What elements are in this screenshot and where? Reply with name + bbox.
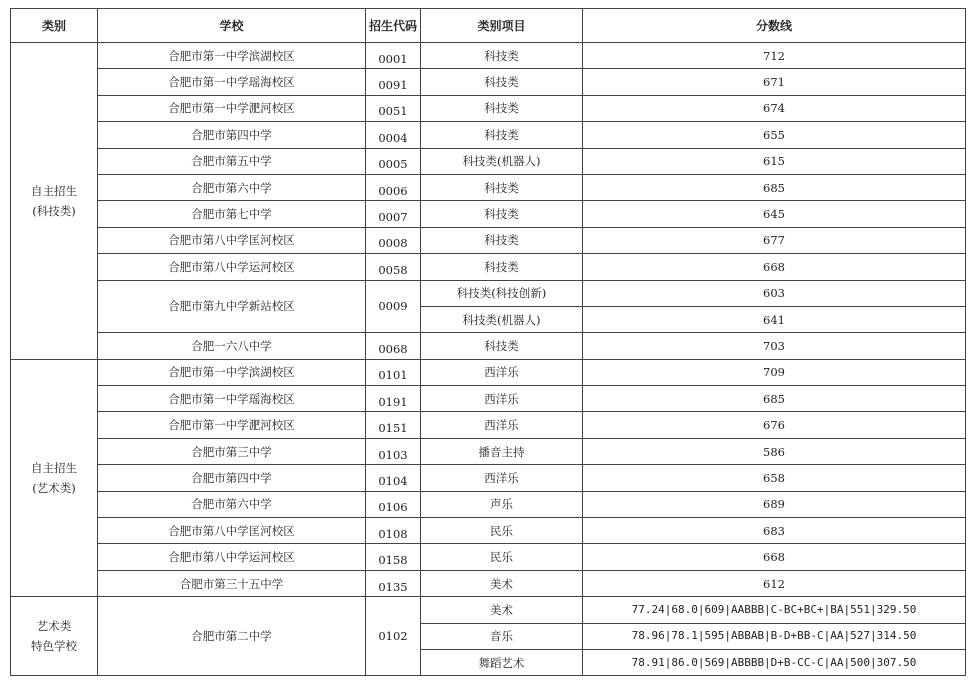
table-row	[11, 174, 966, 200]
code-cell: 0104	[366, 465, 421, 491]
code-cell: 0191	[366, 386, 421, 412]
code-cell: 0005	[366, 148, 421, 174]
code-cell: 0058	[366, 254, 421, 280]
score-cell: 78.96|78.1|595|ABBAB|B-D+BB-C|AA|527|314.50	[583, 623, 966, 649]
score-cell: 612	[583, 570, 966, 596]
table-row	[11, 412, 966, 438]
header-category: 类别	[11, 9, 98, 43]
code-cell: 0008	[366, 227, 421, 253]
category-cell	[11, 359, 98, 597]
school-cell: 合肥市第六中学	[98, 491, 366, 517]
score-cell: 668	[583, 544, 966, 570]
item-cell: 科技类	[421, 174, 583, 200]
score-cell: 658	[583, 465, 966, 491]
code-cell: 0106	[366, 491, 421, 517]
code-cell: 0051	[366, 95, 421, 121]
score-cell: 78.91|86.0|569|ABBBB|D+B-CC-C|AA|500|307.50	[583, 649, 966, 675]
score-cell: 603	[583, 280, 966, 306]
item-cell: 科技类	[421, 43, 583, 69]
code-cell: 0001	[366, 43, 421, 69]
school-cell: 合肥市第七中学	[98, 201, 366, 227]
item-cell: 西洋乐	[421, 412, 583, 438]
code-cell: 0007	[366, 201, 421, 227]
table-row	[11, 148, 966, 174]
item-cell: 民乐	[421, 544, 583, 570]
table-row	[11, 254, 966, 280]
school-cell: 合肥市第四中学	[98, 122, 366, 148]
category-label: 特色学校	[31, 639, 77, 654]
score-cell: 655	[583, 122, 966, 148]
score-cell: 668	[583, 254, 966, 280]
table-row	[11, 227, 966, 253]
admission-score-table	[10, 8, 966, 676]
item-cell: 西洋乐	[421, 359, 583, 385]
score-cell: 671	[583, 69, 966, 95]
category-label: (艺术类)	[32, 480, 76, 495]
header-code: 招生代码	[366, 9, 421, 43]
school-cell: 合肥市第一中学滨湖校区	[98, 359, 366, 385]
school-cell: 合肥市第八中学运河校区	[98, 544, 366, 570]
score-cell: 712	[583, 43, 966, 69]
code-cell: 0135	[366, 570, 421, 596]
table-row	[11, 438, 966, 464]
code-cell: 0103	[366, 438, 421, 464]
item-cell: 美术	[421, 570, 583, 596]
score-cell: 615	[583, 148, 966, 174]
score-cell: 586	[583, 438, 966, 464]
item-cell: 科技类	[421, 254, 583, 280]
score-cell: 685	[583, 174, 966, 200]
item-cell: 科技类	[421, 69, 583, 95]
item-cell: 科技类	[421, 333, 583, 359]
score-cell: 645	[583, 201, 966, 227]
item-cell: 科技类	[421, 122, 583, 148]
school-cell: 合肥市第八中学匡河校区	[98, 518, 366, 544]
table-row	[11, 280, 966, 306]
item-cell: 音乐	[421, 623, 583, 649]
item-cell: 播音主持	[421, 438, 583, 464]
score-cell: 77.24|68.0|609|AABBB|C-BC+BC+|BA|551|329.50	[583, 597, 966, 623]
category-cell	[11, 43, 98, 360]
category-cell	[11, 597, 98, 676]
code-cell: 0068	[366, 333, 421, 359]
item-cell: 科技类(科技创新)	[421, 280, 583, 306]
score-cell: 709	[583, 359, 966, 385]
table-row	[11, 333, 966, 359]
item-cell: 科技类	[421, 201, 583, 227]
category-label: 艺术类	[36, 619, 72, 634]
school-cell: 合肥市第一中学淝河校区	[98, 95, 366, 121]
school-cell: 合肥市第一中学瑶海校区	[98, 69, 366, 95]
score-cell: 703	[583, 333, 966, 359]
table-row	[11, 544, 966, 570]
school-cell: 合肥市第一中学淝河校区	[98, 412, 366, 438]
code-cell: 0108	[366, 518, 421, 544]
table-row	[11, 43, 966, 69]
code-cell: 0151	[366, 412, 421, 438]
score-cell: 641	[583, 306, 966, 332]
code-cell: 0102	[366, 597, 421, 676]
item-cell: 西洋乐	[421, 386, 583, 412]
category-label: (科技类)	[32, 203, 76, 218]
school-cell: 合肥市第四中学	[98, 465, 366, 491]
school-cell: 合肥市第一中学瑶海校区	[98, 386, 366, 412]
item-cell: 美术	[421, 597, 583, 623]
school-cell: 合肥市第八中学匡河校区	[98, 227, 366, 253]
code-cell: 0009	[366, 280, 421, 333]
header-item: 类别项目	[421, 9, 583, 43]
item-cell: 西洋乐	[421, 465, 583, 491]
item-cell: 科技类(机器人)	[421, 306, 583, 332]
table-row	[11, 597, 966, 623]
item-cell: 科技类	[421, 95, 583, 121]
code-cell: 0158	[366, 544, 421, 570]
code-cell: 0091	[366, 69, 421, 95]
table-row	[11, 122, 966, 148]
header-school: 学校	[98, 9, 366, 43]
item-cell: 科技类	[421, 227, 583, 253]
school-cell: 合肥市第二中学	[98, 597, 366, 676]
table-row	[11, 359, 966, 385]
header-score: 分数线	[583, 9, 966, 43]
item-cell: 科技类(机器人)	[421, 148, 583, 174]
school-cell: 合肥市第三中学	[98, 438, 366, 464]
code-cell: 0006	[366, 174, 421, 200]
school-cell: 合肥市第一中学滨湖校区	[98, 43, 366, 69]
school-cell: 合肥市第八中学运河校区	[98, 254, 366, 280]
school-cell: 合肥市第九中学新站校区	[98, 280, 366, 333]
school-cell: 合肥市第六中学	[98, 174, 366, 200]
score-cell: 676	[583, 412, 966, 438]
school-cell: 合肥市第五中学	[98, 148, 366, 174]
school-cell: 合肥市第三十五中学	[98, 570, 366, 596]
score-cell: 677	[583, 227, 966, 253]
item-cell: 舞蹈艺术	[421, 649, 583, 675]
table-row	[11, 518, 966, 544]
table-row	[11, 69, 966, 95]
item-cell: 声乐	[421, 491, 583, 517]
school-cell: 合肥一六八中学	[98, 333, 366, 359]
table-header	[11, 9, 966, 43]
table-row	[11, 465, 966, 491]
score-cell: 683	[583, 518, 966, 544]
table-row	[11, 570, 966, 596]
category-label: 自主招生	[31, 183, 77, 198]
score-cell: 689	[583, 491, 966, 517]
category-label: 自主招生	[31, 460, 77, 475]
table-row	[11, 201, 966, 227]
code-cell: 0004	[366, 122, 421, 148]
score-cell: 685	[583, 386, 966, 412]
table-row	[11, 491, 966, 517]
table-row	[11, 95, 966, 121]
score-cell: 674	[583, 95, 966, 121]
table-row	[11, 386, 966, 412]
code-cell: 0101	[366, 359, 421, 385]
item-cell: 民乐	[421, 518, 583, 544]
